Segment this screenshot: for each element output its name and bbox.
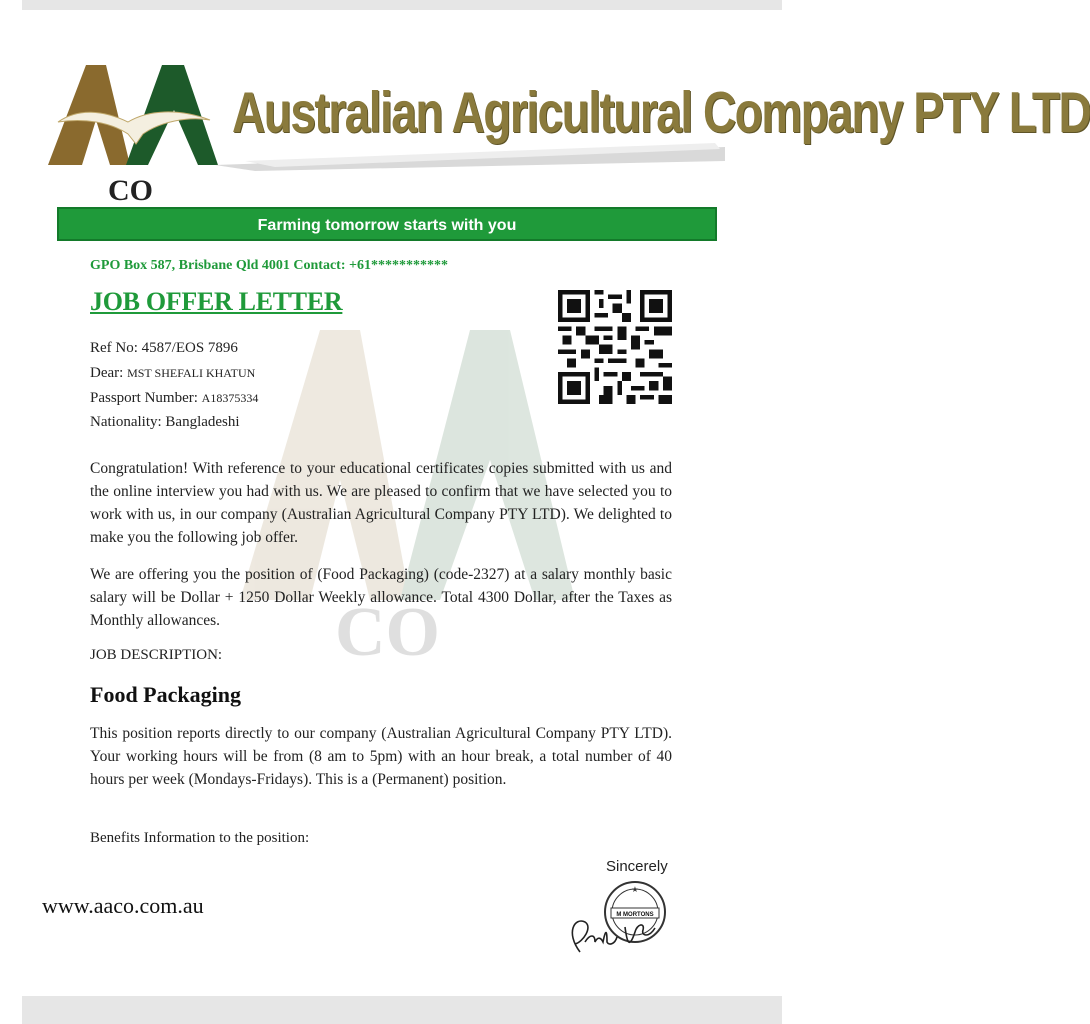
logo-co-text: CO <box>108 174 153 207</box>
position-details-paragraph: This position reports directly to our company (Australian Agricultural Company PTY LTD). Your working hours will be from (8 am to 5pm) with an hour break, a total number of 40 hours per week (Mondays-Fridays). This is a (Permanent) position. <box>90 725 672 788</box>
position-heading: Food Packaging <box>90 682 241 707</box>
reference-number: Ref No: 4587/EOS 7896 <box>90 340 238 356</box>
tagline-banner: Farming tomorrow starts with you <box>57 207 717 241</box>
recipient-line <box>90 365 255 382</box>
recipient-name: MST SHEFALI KHATUN <box>127 366 256 380</box>
benefits-label: Benefits Information to the position: <box>90 830 310 846</box>
website-url: www.aaco.com.au <box>42 893 204 918</box>
nationality-line: Nationality: Bangladeshi <box>90 414 240 430</box>
top-border-band <box>22 0 782 10</box>
job-description-label: JOB DESCRIPTION: <box>90 647 223 663</box>
company-logo <box>48 60 223 210</box>
position-offer-paragraph: We are offering you the position of (Food Packaging) (code-2327) at a salary monthly basic salary will be Dollar + 1250 Dollar Weekly allowance. Total 4300 Dollar, after the Taxes as Monthly allowances. <box>90 566 672 629</box>
signature-stamp <box>545 872 685 967</box>
passport-label: Passport Number: <box>90 390 202 406</box>
closing-text: Sincerely <box>606 858 668 875</box>
page-title: JOB OFFER LETTER <box>90 287 343 316</box>
contact-address: GPO Box 587, Brisbane Qld 4001 Contact: +61*********** <box>90 258 448 273</box>
company-name: Australian Agricultural Company PTY LTD <box>232 79 1090 145</box>
congratulation-paragraph: Congratulation! With reference to your educational certificates copies submitted with us and the online interview you had with us. We are pleased to confirm that we have selected you to work with us, in our company (Australian Agricultural Company PTY LTD). We delighted to make you the following job offer. <box>90 460 672 546</box>
logo-speed-streak <box>215 135 725 173</box>
dear-label: Dear: <box>90 365 128 381</box>
passport-number: A18375334 <box>201 391 259 405</box>
svg-text:★: ★ <box>631 885 639 894</box>
svg-text:CO: CO <box>335 594 440 671</box>
bottom-border-band <box>22 996 782 1024</box>
passport-line <box>90 390 258 407</box>
svg-text:M MORTONS: M MORTONS <box>616 912 654 918</box>
